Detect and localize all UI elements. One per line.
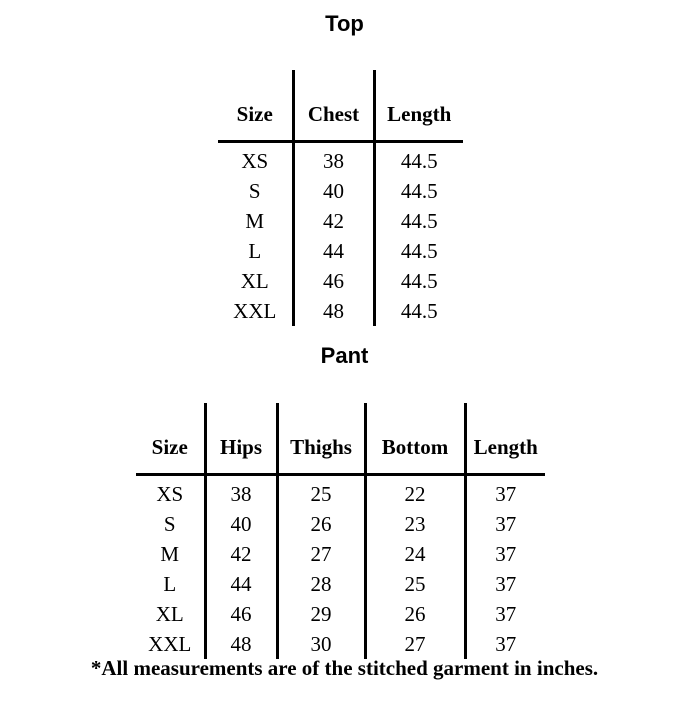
measurement-cell: 30 [277, 629, 365, 659]
measurement-cell: 24 [365, 539, 465, 569]
measurement-cell: 40 [205, 509, 277, 539]
size-cell: S [248, 179, 261, 203]
size-cell: XXL [148, 632, 192, 656]
column-header-length: Length [465, 403, 545, 475]
column-header-thighs: Thighs [277, 403, 365, 475]
measurement-cell: 25 [277, 475, 365, 510]
size-cell: M [160, 542, 180, 566]
measurement-cell: 44 [205, 569, 277, 599]
measurement-cell: 25 [365, 569, 465, 599]
table-header-row [218, 70, 463, 142]
measurement-cell: 42 [293, 206, 374, 236]
column-header-bottom: Bottom [365, 403, 465, 475]
size-cell: M [245, 209, 265, 233]
table-row [136, 629, 545, 659]
measurement-cell: 38 [205, 475, 277, 510]
measurement-cell: 26 [365, 599, 465, 629]
measurement-cell: 37 [465, 629, 545, 659]
measurement-cell: 37 [465, 569, 545, 599]
measurement-cell: 44.5 [374, 142, 463, 177]
table-row [218, 236, 463, 266]
size-cell: S [163, 512, 176, 536]
size-cell: L [163, 572, 177, 596]
pant-size-table [136, 403, 545, 659]
table-row [218, 206, 463, 236]
top-table-body [218, 142, 463, 327]
measurement-cell: 38 [293, 142, 374, 177]
measurement-cell: 44.5 [374, 176, 463, 206]
table-row [136, 569, 545, 599]
column-header-size: Size [236, 102, 273, 126]
size-cell: XL [240, 269, 269, 293]
measurement-cell: 44.5 [374, 296, 463, 326]
measurement-cell: 29 [277, 599, 365, 629]
table-row [218, 176, 463, 206]
measurement-cell: 22 [365, 475, 465, 510]
measurement-cell: 48 [205, 629, 277, 659]
table-header-row [136, 403, 545, 475]
table-row [218, 266, 463, 296]
column-header-chest: Chest [293, 70, 374, 142]
measurement-cell: 28 [277, 569, 365, 599]
column-header-length: Length [374, 70, 463, 142]
size-cell: XL [155, 602, 184, 626]
table-row [136, 475, 545, 510]
measurement-cell: 44.5 [374, 236, 463, 266]
top-size-table [218, 70, 463, 326]
table-row [136, 509, 545, 539]
measurement-cell: 26 [277, 509, 365, 539]
measurement-cell: 44.5 [374, 266, 463, 296]
measurement-cell: 37 [465, 475, 545, 510]
measurement-cell: 44 [293, 236, 374, 266]
measurement-cell: 48 [293, 296, 374, 326]
measurement-footnote: *All measurements are of the stitched garment in inches. [90, 656, 599, 680]
top-title: Top [325, 11, 364, 36]
measurement-cell: 40 [293, 176, 374, 206]
measurement-cell: 27 [365, 629, 465, 659]
size-cell: XXL [233, 299, 277, 323]
measurement-cell: 37 [465, 539, 545, 569]
column-header-hips: Hips [205, 403, 277, 475]
pant-title: Pant [320, 343, 369, 368]
measurement-cell: 46 [293, 266, 374, 296]
table-row [218, 296, 463, 326]
measurement-cell: 37 [465, 509, 545, 539]
measurement-cell: 46 [205, 599, 277, 629]
table-row [136, 539, 545, 569]
measurement-cell: 23 [365, 509, 465, 539]
measurement-cell: 37 [465, 599, 545, 629]
pant-table-body [136, 475, 545, 660]
size-cell: XS [156, 482, 184, 506]
measurement-cell: 27 [277, 539, 365, 569]
size-cell: XS [241, 149, 269, 173]
table-row [136, 599, 545, 629]
measurement-cell: 44.5 [374, 206, 463, 236]
size-cell: L [248, 239, 262, 263]
measurement-cell: 42 [205, 539, 277, 569]
table-row [218, 142, 463, 177]
column-header-size: Size [151, 435, 188, 459]
